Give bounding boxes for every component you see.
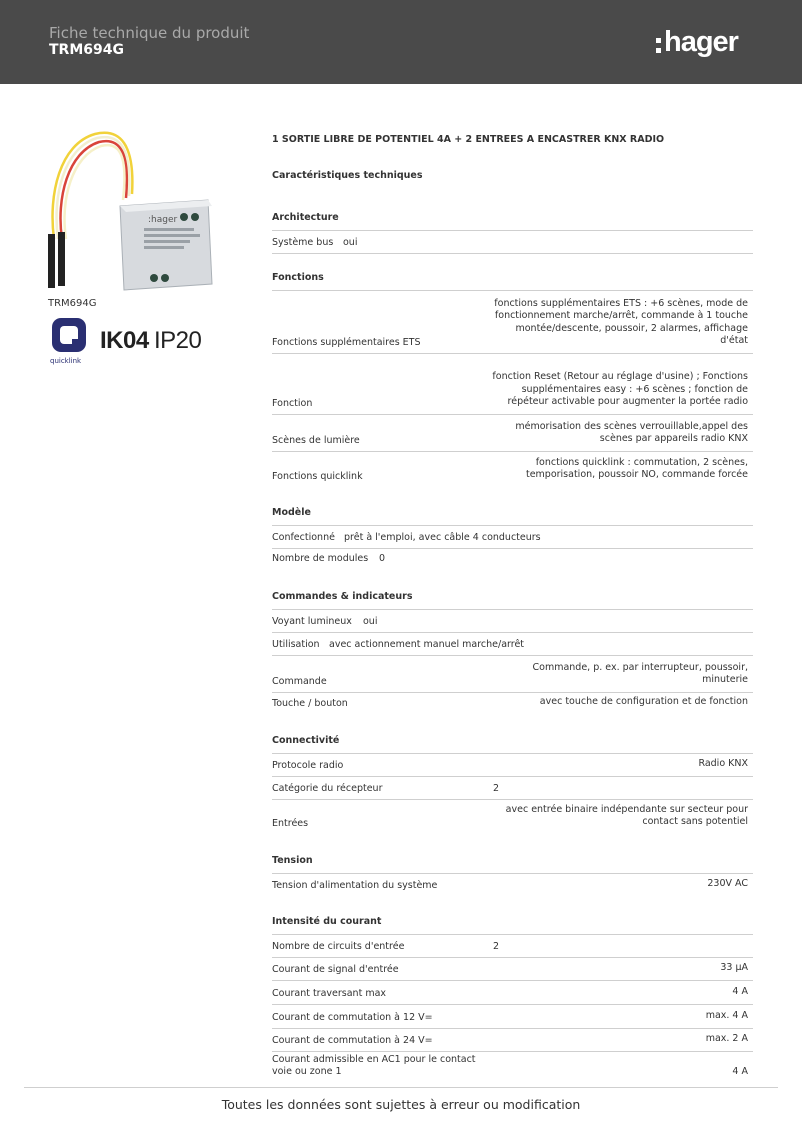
table-row (272, 934, 753, 958)
table-row (272, 525, 753, 549)
row-label: Fonctions supplémentaires ETS (272, 337, 421, 348)
table-row (272, 981, 753, 1005)
row-label: Commande (272, 676, 327, 687)
row-label: Tension d'alimentation du système (272, 880, 438, 891)
product-code: TRM694G (49, 42, 124, 58)
row-value: prêt à l'emploi, avec câble 4 conducteurs (344, 532, 541, 543)
row-label: Touche / bouton (272, 698, 348, 709)
row-label: Scènes de lumière (272, 435, 360, 446)
row-value: max. 4 A (705, 1010, 748, 1022)
table-row (272, 753, 753, 777)
row-label: Fonction (272, 398, 313, 409)
section-intensite: Intensité du courant (272, 916, 382, 927)
table-row (272, 776, 753, 800)
row-value: Radio KNX (698, 758, 748, 770)
section-commandes: Commandes & indicateurs (272, 591, 413, 602)
row-value: 4 A (732, 1066, 748, 1078)
row-label: Voyant lumineux (272, 616, 352, 627)
row-label: Nombre de modules (272, 553, 369, 564)
row-label: Protocole radio (272, 760, 344, 771)
row-label: Courant de commutation à 12 V= (272, 1012, 433, 1023)
table-row (272, 656, 753, 693)
page-header (0, 0, 802, 84)
row-label: Courant traversant max (272, 988, 387, 999)
table-row (272, 290, 753, 354)
product-image (40, 124, 240, 294)
section-modele: Modèle (272, 507, 311, 518)
table-row (272, 353, 753, 415)
row-value: mémorisation des scènes verrouillable,appel des scènes par appareils radio KNX (515, 420, 748, 445)
table-row (272, 415, 753, 452)
table-row (272, 693, 753, 714)
row-label: Courant de signal d'entrée (272, 964, 399, 975)
table-row (272, 1005, 753, 1029)
section-connectivite: Connectivité (272, 735, 340, 746)
table-row (272, 800, 753, 834)
row-label: Utilisation (272, 639, 320, 650)
row-label: Catégorie du récepteur (272, 783, 383, 794)
table-row (272, 609, 753, 633)
row-value: 4 A (732, 986, 748, 998)
footer-disclaimer: Toutes les données sont sujettes à erreur ou modification (221, 1097, 581, 1112)
row-value: max. 2 A (705, 1033, 748, 1045)
row-label: Courant de commutation à 24 V= (272, 1035, 433, 1046)
svg-text::hager: :hager (148, 215, 178, 225)
hager-logo (656, 22, 738, 62)
quicklink-badge (48, 317, 92, 373)
document-title: Fiche technique du produit (49, 24, 250, 42)
table-row (272, 1029, 753, 1052)
product-caption: TRM694G (48, 298, 97, 309)
row-value: Commande, p. ex. par interrupteur, poussoir, minuterie (532, 661, 748, 686)
row-label: Entrées (272, 818, 309, 829)
table-row (272, 230, 753, 254)
ip-rating: IP20 (154, 327, 202, 354)
row-label: Système bus (272, 237, 334, 248)
row-label: Nombre de circuits d'entrée (272, 941, 405, 952)
row-value: 230V AC (707, 878, 748, 890)
row-value: avec entrée binaire indépendante sur secteur pour contact sans potentiel (505, 803, 748, 828)
row-value: fonctions supplémentaires ETS : +6 scènes, mode de fonctionnement marche/arrêt, commande à 1 touche montée/descente, poussoir, 2 alarmes, affichage d'état (494, 297, 748, 347)
logo-dots-icon (656, 38, 661, 53)
row-value: 0 (379, 553, 386, 564)
section-architecture: Architecture (272, 212, 339, 223)
table-row (272, 957, 753, 981)
table-row (272, 452, 753, 487)
section-subtitle: Caractéristiques techniques (272, 170, 423, 181)
row-value: fonctions quicklink : commutation, 2 scènes, temporisation, poussoir NO, commande forcée (525, 456, 748, 481)
row-value: 2 (493, 783, 500, 794)
row-value: fonction Reset (Retour au réglage d'usine) ; Fonctions supplémentaires easy : +6 scènes ; fonction de répéteur activable pour augmenter la portée radio (492, 371, 748, 408)
product-description: 1 SORTIE LIBRE DE POTENTIEL 4A + 2 ENTREES A ENCASTRER KNX RADIO (272, 134, 665, 145)
quicklink-label: quicklink (50, 357, 82, 365)
ik-rating: IK04 (100, 327, 149, 354)
row-label: Courant admissible en AC1 pour le contact voie ou zone 1 (272, 1053, 476, 1078)
row-value: oui (343, 237, 358, 248)
table-row (272, 1052, 753, 1084)
table-row (272, 548, 753, 569)
row-label: Fonctions quicklink (272, 471, 363, 482)
table-row (272, 632, 753, 656)
row-value: 33 µA (720, 962, 748, 974)
row-label: Confectionné (272, 532, 335, 543)
table-row (272, 873, 753, 896)
brand-name: hager (664, 25, 738, 58)
section-fonctions: Fonctions (272, 272, 324, 283)
row-value: 2 (493, 941, 500, 952)
row-value: avec actionnement manuel marche/arrêt (329, 639, 525, 650)
row-value: avec touche de configuration et de fonction (539, 696, 748, 708)
section-tension: Tension (272, 855, 313, 866)
footer-divider (24, 1087, 778, 1088)
row-value: oui (363, 616, 378, 627)
